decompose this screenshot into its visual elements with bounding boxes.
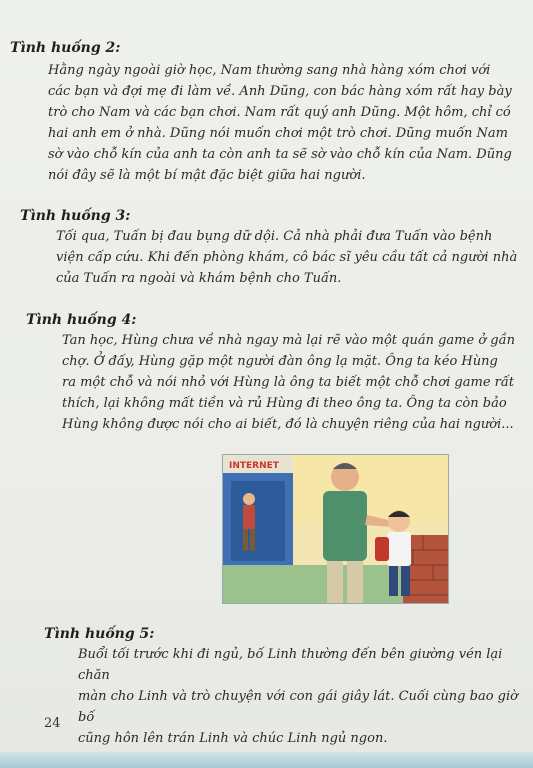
text-line: các bạn và đợi mẹ đi làm về. Anh Dũng, con bác hàng xóm rất hay bày	[48, 84, 512, 99]
paragraph-situation-2	[48, 60, 512, 186]
paragraph-situation-3	[56, 226, 517, 289]
text-line: ra một chỗ và nói nhỏ với Hùng là ông ta biết một chỗ chơi game rất	[62, 375, 515, 390]
text-line: Tan học, Hùng chưa về nhà ngay mà lại rẽ vào một quán game ở gần	[62, 333, 515, 348]
bottom-cover-edge	[0, 752, 533, 768]
text-line: thích, lại không mất tiền và rủ Hùng đi theo ông ta. Ông ta còn bảo	[62, 396, 507, 411]
text-line: Hằng ngày ngoài giờ học, Nam thường sang nhà hàng xóm chơi với	[48, 63, 491, 78]
sign-text: INTERNET	[229, 461, 279, 471]
text-line: trò cho Nam và các bạn chơi. Nam rất quý anh Dũng. Một hôm, chỉ có	[48, 105, 511, 120]
illustration-svg	[223, 455, 448, 603]
text-line: nói đây sẽ là một bí mật đặc biệt giữa hai người.	[48, 168, 366, 183]
text-line: Hùng không được nói cho ai biết, đó là chuyện riêng của hai người...	[62, 417, 514, 432]
text-line: sờ vào chỗ kín của anh ta còn anh ta sẽ sờ vào chỗ kín của Nam. Dũng	[48, 147, 512, 162]
page-number: 24	[44, 716, 61, 731]
text-line: của Tuấn ra ngoài và khám bệnh cho Tuấn.	[56, 271, 342, 286]
text-line: chợ. Ở đấy, Hùng gặp một người đàn ông lạ mặt. Ông ta kéo Hùng	[62, 354, 498, 369]
text-line: viện cấp cứu. Khi đến phòng khám, cô bác sĩ yêu cầu tất cả người nhà	[56, 250, 518, 265]
text-line: màn cho Linh và trò chuyện với con gái giây lát. Cuối cùng bao giờ bố	[78, 689, 518, 725]
text-line: cũng hôn lên trán Linh và chúc Linh ngủ ngon.	[78, 731, 388, 746]
cafe-door	[231, 481, 285, 561]
story-illustration	[222, 454, 449, 604]
heading-situation-4: Tình huống 4:	[26, 312, 137, 328]
heading-situation-5: Tình huống 5:	[44, 626, 155, 642]
text-line: Buổi tối trước khi đi ngủ, bố Linh thường đến bên giường vén lại chăn	[78, 647, 503, 683]
heading-situation-2: Tình huống 2:	[10, 40, 121, 56]
paragraph-situation-4	[62, 330, 515, 435]
heading-situation-3: Tình huống 3:	[20, 208, 131, 224]
paragraph-situation-5	[78, 644, 533, 749]
text-line: hai anh em ở nhà. Dũng nói muốn chơi một trò chơi. Dũng muốn Nam	[48, 126, 508, 141]
text-line: Tối qua, Tuấn bị đau bụng dữ dội. Cả nhà phải đưa Tuấn vào bệnh	[56, 229, 493, 244]
